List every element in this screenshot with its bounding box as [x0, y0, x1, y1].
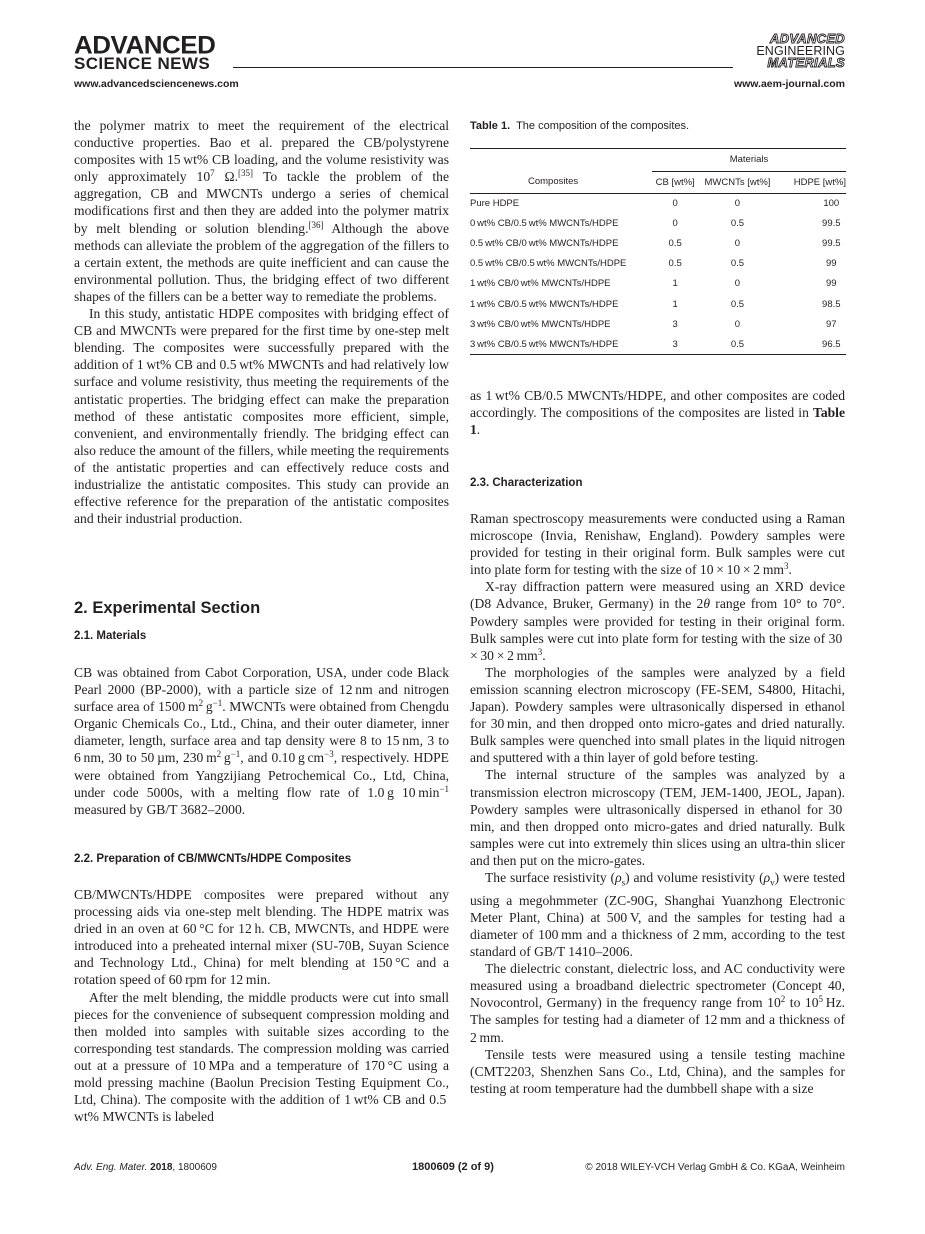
- sem-paragraph: The morphologies of the samples were analyzed by a field emission scanning electron microscopy (FE-SEM, S4800, Hitachi, Japan). Powdery samples were ultrasonically dispersed in ethanol for 30 min, and then dropped onto micro-gates and dried naturally. Bulk samples were quenched into small plates in the liquid nitrogen and sputtered with a thin layer of gold before testing.: [470, 664, 845, 766]
- materials-paragraph: CB was obtained from Cabot Corporation, USA, under code Black Pearl 2000 (BP-2000), with a particle size of 12 nm and nitrogen surface area of 1500 $m^2$ $g^{-1}$. MWCNTs were obtained from Chengdu Organic Chemicals Co., Ltd., China, and their outer diameter, inner diameter, length, surface area and tap density were 8 to 15 nm, 3 to 6 nm, 30 to 50 µm, 230 $m^2$ $g^{-1}$, and 0.10 g $cm^{-3}$, respectively. HDPE were obtained from Yangzijiang Petrochemical Co., Ltd, China, under code 5000s, with a melting flow rate of 1.0 g 10 $\min^{-1}$ measured by GB/T 3682–2000.: [74, 665, 449, 817]
- intro-paragraph-1: the polymer matrix to meet the requirement of the electrical conductive properties. Bao et al. prepared the CB/polystyrene composites with 15 wt% CB loading, and the volume resistivity was only approximately $10^7$ Ω.[35] To tackle the problem of the aggregation, CB and MWCNTs undergo a series of chemical modifications first and then they are added into the polymer matrix by melt blending or solution blending.[36] Although the above methods can alleviate the problem of the aggregation of the fillers to a certain extent, the methods are quite inefficient and can cause the environmental pollution. Thus, the bridging effect of two different shapes of the fillers can be a better way to remediate the problems.: [74, 118, 449, 304]
- column-header-mwcnts: MWCNTs [wt%]: [698, 171, 776, 193]
- right-column-continuation: [470, 387, 845, 438]
- left-column-intro: [74, 117, 449, 527]
- xrd-paragraph: X-ray diffraction pattern were measured using an XRD device (D8 Advance, Bruker, Germany) in the 2θ range from 10° to 70°. Powdery samples were provided for testing in their original form. Bulk samples were cut into plate form for testing with the size of 30 × 30 × 2 $mm^3$.: [470, 579, 845, 663]
- table-caption: Table 1. The composition of the composites.: [470, 120, 690, 132]
- table-1-link[interactable]: Table 1: [470, 405, 845, 438]
- table-row: Pure HDPE 0 0 100: [470, 197, 840, 209]
- preparation-paragraph-2: After the melt blending, the middle products were cut into small pieces for the convenience of subsequent compression molding and then molded into samples with suitable sizes according to the corresponding test standards. The compression molding was carried out at a pressure of 10 MPa and a temperature of 170 °C using a mold pressing machine (Baolun Precision Testing Equipment Co., Ltd, China). The composite with the addition of 1 wt% CB and 0.5 wt% MWCNTs is labeled: [74, 989, 449, 1125]
- advanced-engineering-materials-logo: [735, 33, 845, 69]
- citation-35[interactable]: [35]: [238, 168, 254, 179]
- subsection-heading-preparation: 2.2. Preparation of CB/MWCNTs/HDPE Composites: [74, 853, 352, 865]
- column-header-composites: Composites: [470, 171, 652, 193]
- table-row: 0 wt% CB/0.5 wt% MWCNTs/HDPE 0 0.5 99.5: [470, 217, 841, 229]
- dielectric-paragraph: The dielectric constant, dielectric loss, and AC conductivity were measured using a broadband dielectric spectrometer (Concept 40, Novocontrol, Germany) in the frequency range from $10^2$ to $10^5$ Hz. The samples for testing had a diameter of 12 mm and a thickness of 2 mm.: [470, 961, 846, 1045]
- logo-left-line2: SCIENCE NEWS: [74, 54, 211, 73]
- logo-right-line3: MATERIALS: [767, 55, 845, 70]
- footer-copyright: © 2018 WILEY-VCH Verlag GmbH & Co. KGaA, Weinheim: [585, 1162, 845, 1173]
- column-header-hdpe: HDPE [wt%]: [777, 171, 846, 193]
- table-row: 1 wt% CB/0.5 wt% MWCNTs/HDPE 1 0.5 98.5: [470, 298, 841, 310]
- logo-left-line1: ADVANCED: [74, 30, 216, 60]
- logo-right-line2: ENGINEERING: [756, 44, 845, 58]
- column-header-cb: CB [wt%]: [652, 171, 698, 193]
- preparation-section: [74, 886, 449, 1125]
- tem-paragraph: The internal structure of the samples was analyzed by a transmission electron microscopy (TEM, JEM-1400, JEOL, Japan). Powdery samples were ultrasonically dispersed in ethanol for 30 min, and then dropped onto micro-gates and dried naturally. Bulk samples were cut into extremely thin slices using an ultra-thin slicer and then put on the micro-gates.: [470, 767, 845, 868]
- characterization-section: [470, 510, 845, 1097]
- subsection-heading-materials: 2.1. Materials: [74, 630, 147, 642]
- section-heading-experimental: 2. Experimental Section: [74, 599, 261, 617]
- intro-paragraph-2: In this study, antistatic HDPE composites with bridging effect of CB and MWCNTs were prepared for the first time by one-step melt blending. The composites were successfully prepared with the addition of 1 wt% CB and 0.5 wt% MWCNTs and had relatively low surface and volume resistivity, thus meeting the requirements of the antistatic properties. The bridging effect can make the preparation method of these antistatic composites more efficient, simple, convenient, and environmentally friendly. The bridging effect can also reduce the amount of the fillers, while meeting the requirements of the antistatic properties and can effectively reduce costs and industrialize the antistatic composites. This study can provide an effective reference for the preparation of the antistatic composites and their industrial production.: [74, 306, 449, 527]
- publisher-url[interactable]: www.advancedsciencenews.com: [74, 78, 239, 90]
- tensile-paragraph: Tensile tests were measured using a tensile testing machine (CMT2203, Shenzhen Sans Co., Ltd, China), and the samples for testing at room temperature had the dumbbell shape with a size: [470, 1046, 845, 1096]
- journal-url[interactable]: www.aem-journal.com: [733, 78, 845, 90]
- resistivity-paragraph: The surface resistivity $(\rho_s)$ and volume resistivity $(\rho_v)$ were tested using a megohmmeter (ZC-90G, Shanghai Yuanzhong Electronic Meter Plant, China) at 500 V, and the samples for testing had a diameter of 100 mm and a thickness of 2 mm, according to the test standard of GB/T 1410–2006.: [470, 869, 845, 960]
- table-row: 1 wt% CB/0 wt% MWCNTs/HDPE 1 0 99: [470, 278, 837, 290]
- header-divider: [233, 67, 733, 68]
- composition-table: [470, 148, 846, 355]
- footer-citation: Adv. Eng. Mater. 2018, 1800609: [74, 1162, 217, 1173]
- table-group-header: Materials: [652, 149, 846, 171]
- table-row: 0.5 wt% CB/0 wt% MWCNTs/HDPE 0.5 0 99.5: [470, 237, 841, 249]
- raman-paragraph: Raman spectroscopy measurements were conducted using a Raman microscope (Invia, Renishaw, England). Powdery samples were provided for testing in their original form. Bulk samples were cut into plate form for testing with the size of 10 × 10 × 2 $mm^3$.: [470, 511, 845, 578]
- subsection-heading-characterization: 2.3. Characterization: [470, 477, 583, 489]
- materials-section: [74, 664, 449, 818]
- preparation-paragraph-1: CB/MWCNTs/HDPE composites were prepared without any processing aids via one-step melt blending. The HDPE matrix was dried in an oven at 60 °C for 12 h. CB, MWCNTs, and HDPE were introduced into a preheated internal mixer (SU-70B, Suyan Science and Technology Ltd., China) for melt blending at 150 °C and a rotation speed of 60 rpm for 12 min.: [74, 887, 449, 988]
- table-row: 0.5 wt% CB/0.5 wt% MWCNTs/HDPE 0.5 0.5 99: [470, 258, 837, 270]
- table-reference-paragraph: as 1 wt% CB/0.5 MWCNTs/HDPE, and other composites are coded accordingly. The compositions of the composites are listed in Table 1.: [470, 388, 845, 438]
- footer-page-number: 1800609 (2 of 9): [412, 1161, 494, 1173]
- citation-36[interactable]: [36]: [308, 219, 324, 230]
- table-row: 3 wt% CB/0.5 wt% MWCNTs/HDPE 3 0.5 96.5: [470, 334, 846, 354]
- logo-right-line1: ADVANCED: [769, 31, 845, 46]
- table-row: 3 wt% CB/0 wt% MWCNTs/HDPE 3 0 97: [470, 318, 837, 330]
